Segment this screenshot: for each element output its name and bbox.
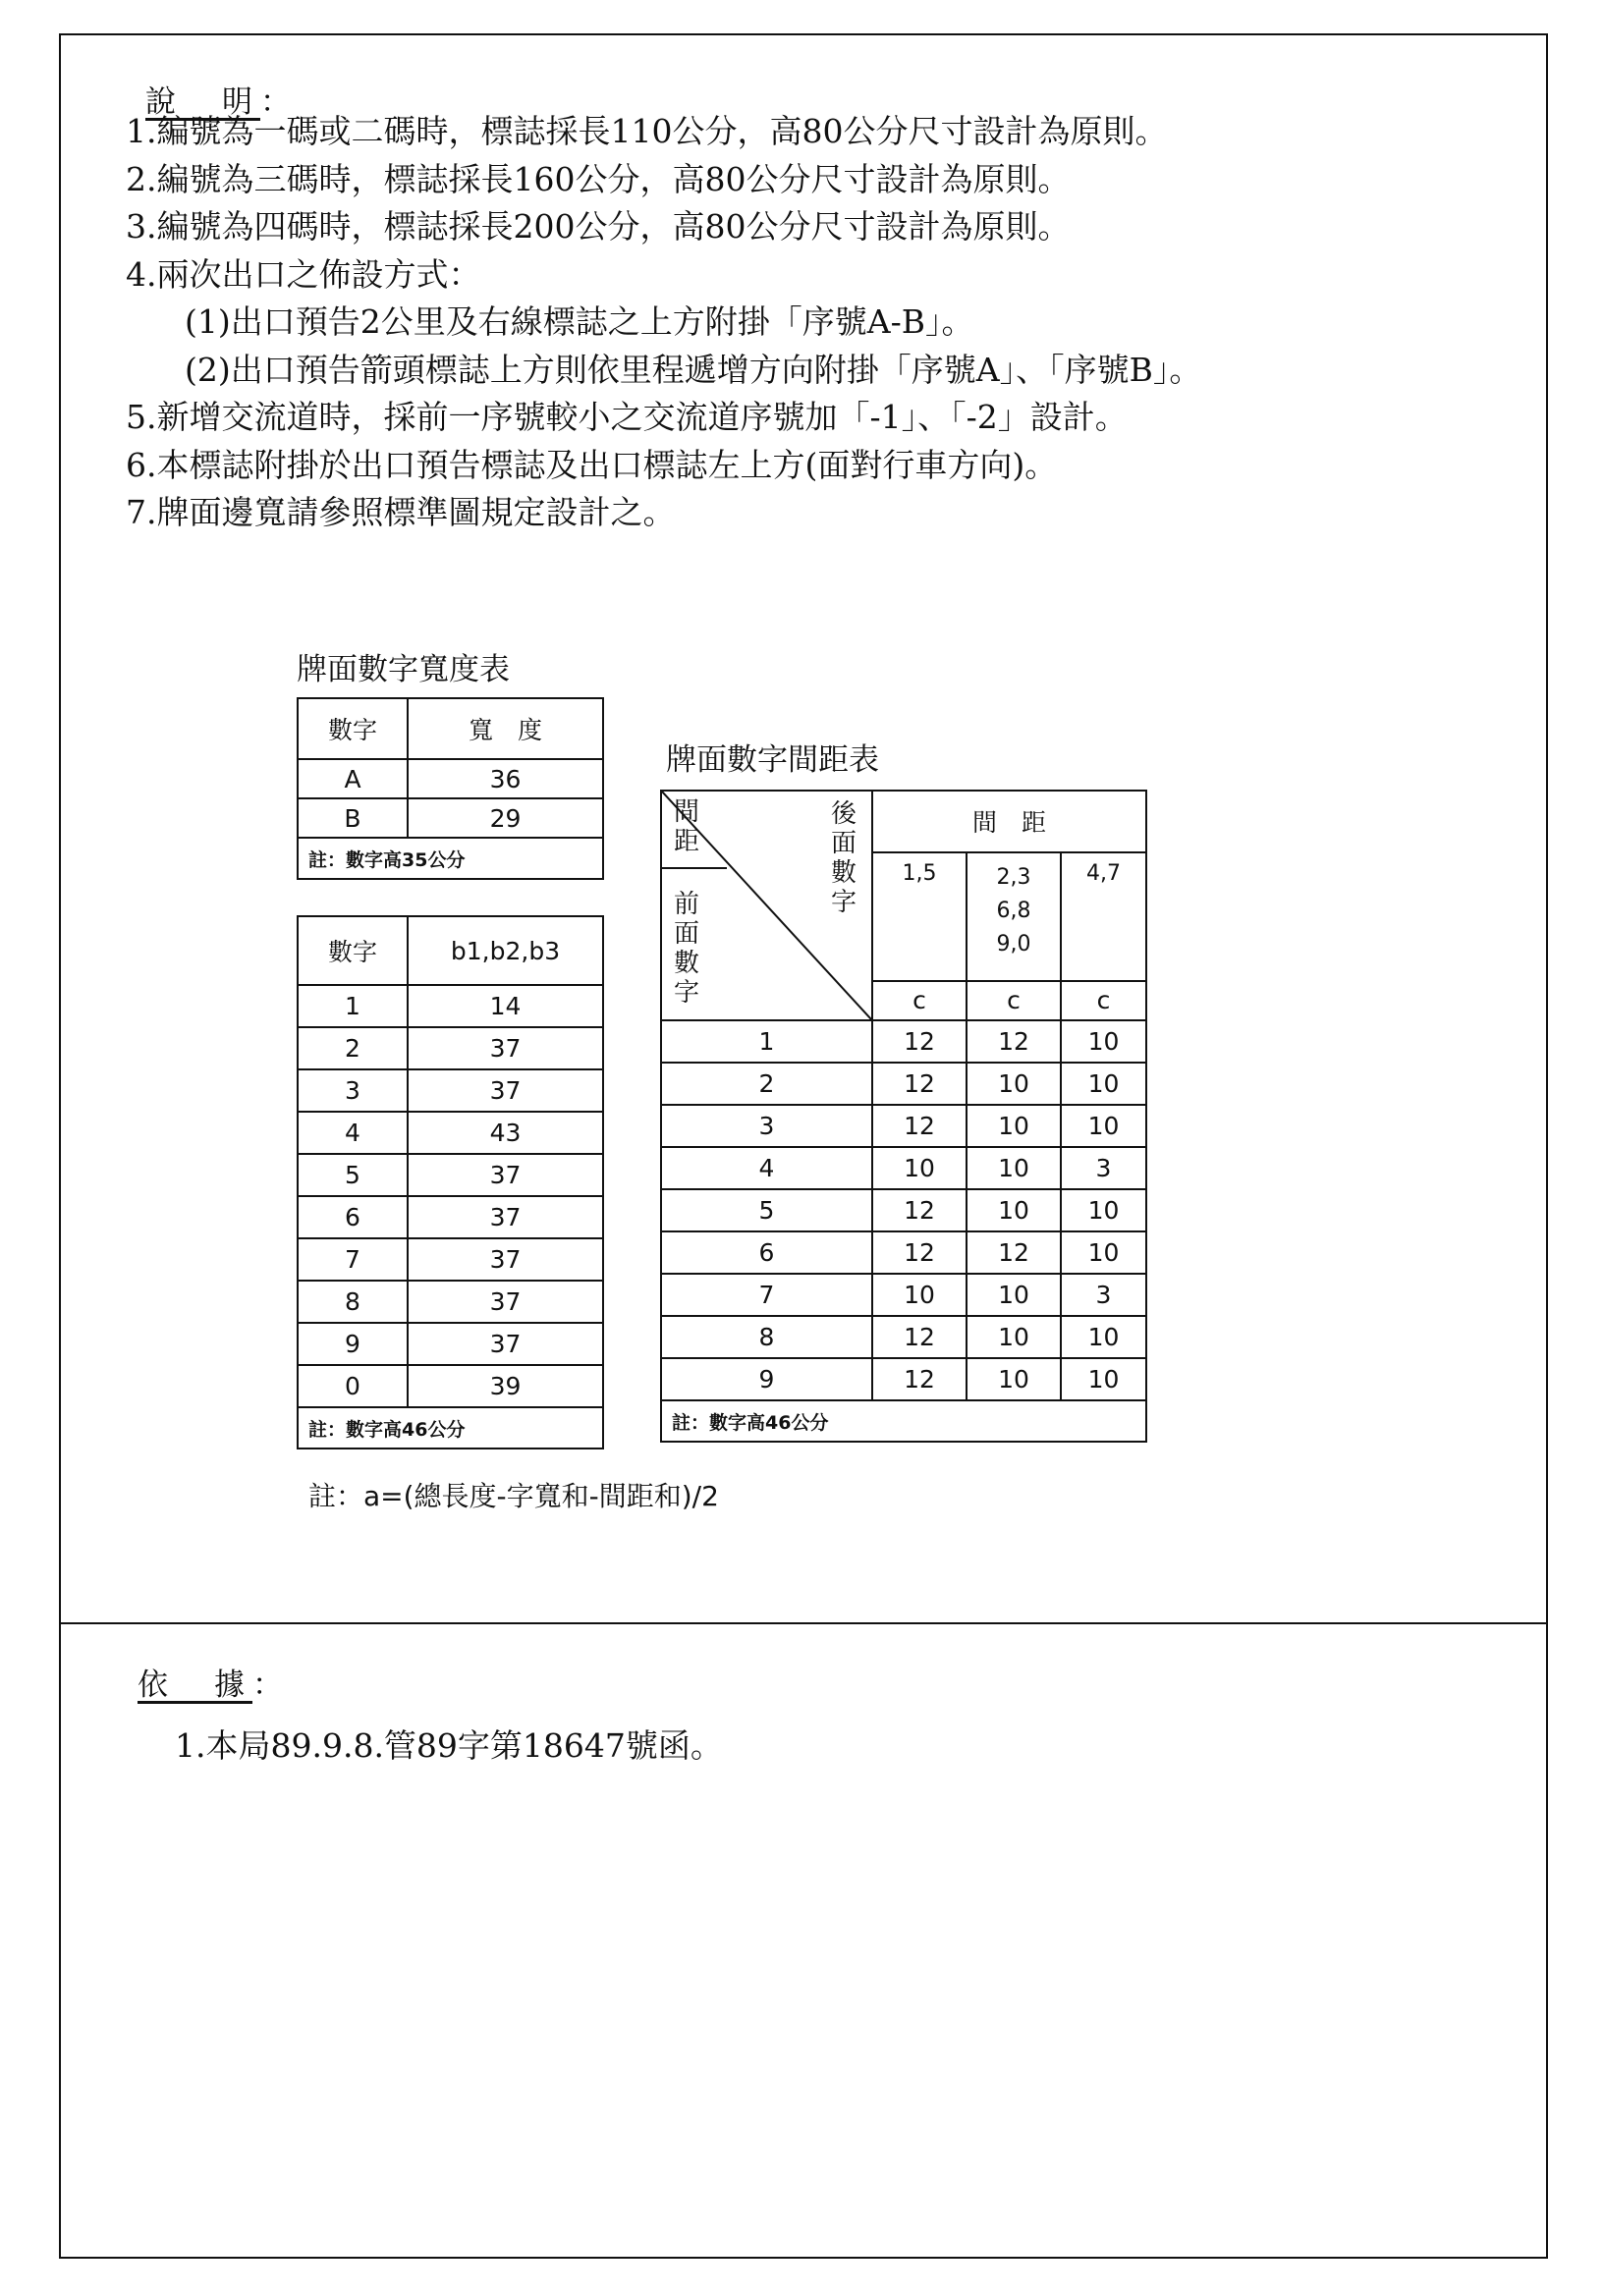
table-cell: 10 bbox=[1061, 1231, 1146, 1274]
table-cell: 7 bbox=[298, 1238, 408, 1281]
table-header: 數字 bbox=[298, 698, 408, 759]
table-cell: 37 bbox=[408, 1154, 603, 1196]
table-cell: 10 bbox=[1061, 1189, 1146, 1231]
table-cell: 1 bbox=[298, 985, 408, 1027]
table-cell: 12 bbox=[967, 1231, 1061, 1274]
formula-note: 註：a=(總長度-字寬和-間距和)/2 bbox=[308, 1480, 719, 1512]
table-cell: 29 bbox=[408, 798, 603, 838]
table-header: 寬 度 bbox=[408, 698, 603, 759]
table-cell: 10 bbox=[1061, 1020, 1146, 1063]
basis-heading bbox=[138, 1660, 291, 1704]
note-item: 6.本標誌附掛於出口預告標誌及出口標誌左上方(面對行車方向)。 bbox=[126, 445, 1058, 484]
table-note: 註：數字高46公分 bbox=[298, 1407, 603, 1449]
table-cell: 12 bbox=[967, 1020, 1061, 1063]
table-cell: 10 bbox=[967, 1189, 1061, 1231]
table-cell: 10 bbox=[1061, 1358, 1146, 1400]
note-item: 3.編號為四碼時，標誌採長200公分，高80公分尺寸設計為原則。 bbox=[126, 207, 1071, 246]
table-cell: 6 bbox=[298, 1196, 408, 1238]
table-cell: 37 bbox=[408, 1069, 603, 1112]
table-cell: 37 bbox=[408, 1281, 603, 1323]
explanation-notes bbox=[126, 108, 1201, 537]
table-cell: 3 bbox=[1061, 1274, 1146, 1316]
note-item: 5.新增交流道時，採前一序號較小之交流道序號加「-1」、「-2」設計。 bbox=[126, 398, 1128, 436]
table-cell: 12 bbox=[872, 1189, 967, 1231]
table-cell: 37 bbox=[408, 1323, 603, 1365]
table-note: 註：數字高35公分 bbox=[298, 838, 603, 879]
table-cell: 12 bbox=[872, 1063, 967, 1105]
table-cell: 2 bbox=[661, 1063, 872, 1105]
table-cell: 4 bbox=[298, 1112, 408, 1154]
spacing-col-head: 4,7 bbox=[1061, 852, 1146, 981]
spacing-col-head: 1,5 bbox=[872, 852, 967, 981]
table-cell: 10 bbox=[967, 1274, 1061, 1316]
letter-width-table bbox=[297, 697, 604, 880]
table-cell: 10 bbox=[1061, 1105, 1146, 1147]
table-cell: 12 bbox=[872, 1105, 967, 1147]
table-cell: 5 bbox=[661, 1189, 872, 1231]
table-cell: 36 bbox=[408, 759, 603, 798]
table-cell: 12 bbox=[872, 1020, 967, 1063]
table-cell: 3 bbox=[1061, 1147, 1146, 1189]
spacing-corner-cell bbox=[661, 791, 872, 1020]
table-header: b1,b2,b3 bbox=[408, 916, 603, 985]
spacing-table bbox=[660, 790, 1147, 1443]
table-note: 註：數字高46公分 bbox=[661, 1400, 1146, 1442]
width-table-title: 牌面數字寬度表 bbox=[297, 652, 510, 687]
spacing-unit: c bbox=[967, 981, 1061, 1020]
table-cell: 37 bbox=[408, 1238, 603, 1281]
table-cell: 10 bbox=[872, 1274, 967, 1316]
table-cell: 5 bbox=[298, 1154, 408, 1196]
table-cell: 10 bbox=[1061, 1316, 1146, 1358]
table-cell: 10 bbox=[1061, 1063, 1146, 1105]
explanation-heading-colon: ： bbox=[260, 84, 299, 120]
table-cell: 12 bbox=[872, 1231, 967, 1274]
note-item: 1.編號為一碼或二碼時，標誌採長110公分，高80公分尺寸設計為原則。 bbox=[126, 112, 1168, 150]
spacing-group-header: 間 距 bbox=[872, 791, 1146, 852]
table-cell: 8 bbox=[661, 1316, 872, 1358]
corner-label-next-digit: 後面數字 bbox=[830, 799, 857, 917]
table-cell: 7 bbox=[661, 1274, 872, 1316]
explanation-heading-text: 說 明 bbox=[145, 84, 260, 120]
table-cell: 6 bbox=[661, 1231, 872, 1274]
table-cell: 43 bbox=[408, 1112, 603, 1154]
table-cell: 8 bbox=[298, 1281, 408, 1323]
corner-label-prev-digit: 前面數字 bbox=[673, 890, 699, 1008]
table-cell: 12 bbox=[872, 1316, 967, 1358]
basis-item: 1.本局89.9.8.管89字第18647號函。 bbox=[175, 1726, 723, 1765]
table-cell: 3 bbox=[298, 1069, 408, 1112]
table-cell: 37 bbox=[408, 1196, 603, 1238]
spacing-table-title: 牌面數字間距表 bbox=[666, 742, 879, 778]
spacing-unit: c bbox=[872, 981, 967, 1020]
table-cell: 9 bbox=[298, 1323, 408, 1365]
table-cell: 10 bbox=[967, 1316, 1061, 1358]
table-header: 數字 bbox=[298, 916, 408, 985]
table-cell: 10 bbox=[967, 1063, 1061, 1105]
table-cell: 1 bbox=[661, 1020, 872, 1063]
spacing-unit: c bbox=[1061, 981, 1146, 1020]
table-cell: 9 bbox=[661, 1358, 872, 1400]
table-cell: 10 bbox=[872, 1147, 967, 1189]
table-cell: 14 bbox=[408, 985, 603, 1027]
table-cell: 3 bbox=[661, 1105, 872, 1147]
table-cell: A bbox=[298, 759, 408, 798]
table-cell: 10 bbox=[967, 1147, 1061, 1189]
corner-label-spacing: 間距 bbox=[673, 797, 699, 856]
note-subitem: (2)出口預告箭頭標誌上方則依里程遞增方向附掛「序號A」、「序號B」。 bbox=[185, 350, 1202, 389]
note-subitem: (1)出口預告2公里及右線標誌之上方附掛「序號A-B」。 bbox=[185, 302, 974, 341]
digit-width-table bbox=[297, 915, 604, 1449]
table-cell: B bbox=[298, 798, 408, 838]
table-cell: 37 bbox=[408, 1027, 603, 1069]
section-divider bbox=[61, 1622, 1546, 1624]
table-cell: 4 bbox=[661, 1147, 872, 1189]
table-cell: 2 bbox=[298, 1027, 408, 1069]
basis-heading-text: 依 據 bbox=[138, 1667, 252, 1703]
table-cell: 10 bbox=[967, 1358, 1061, 1400]
table-cell: 39 bbox=[408, 1365, 603, 1407]
table-cell: 12 bbox=[872, 1358, 967, 1400]
table-cell: 10 bbox=[967, 1105, 1061, 1147]
spacing-col-head: 2,3 6,8 9,0 bbox=[967, 852, 1061, 981]
note-item: 7.牌面邊寬請參照標準圖規定設計之。 bbox=[126, 493, 676, 531]
basis-heading-colon: ： bbox=[252, 1667, 291, 1703]
table-cell: 0 bbox=[298, 1365, 408, 1407]
note-item: 4.兩次出口之佈設方式： bbox=[126, 254, 481, 294]
note-item: 2.編號為三碼時，標誌採長160公分，高80公分尺寸設計為原則。 bbox=[126, 159, 1071, 198]
